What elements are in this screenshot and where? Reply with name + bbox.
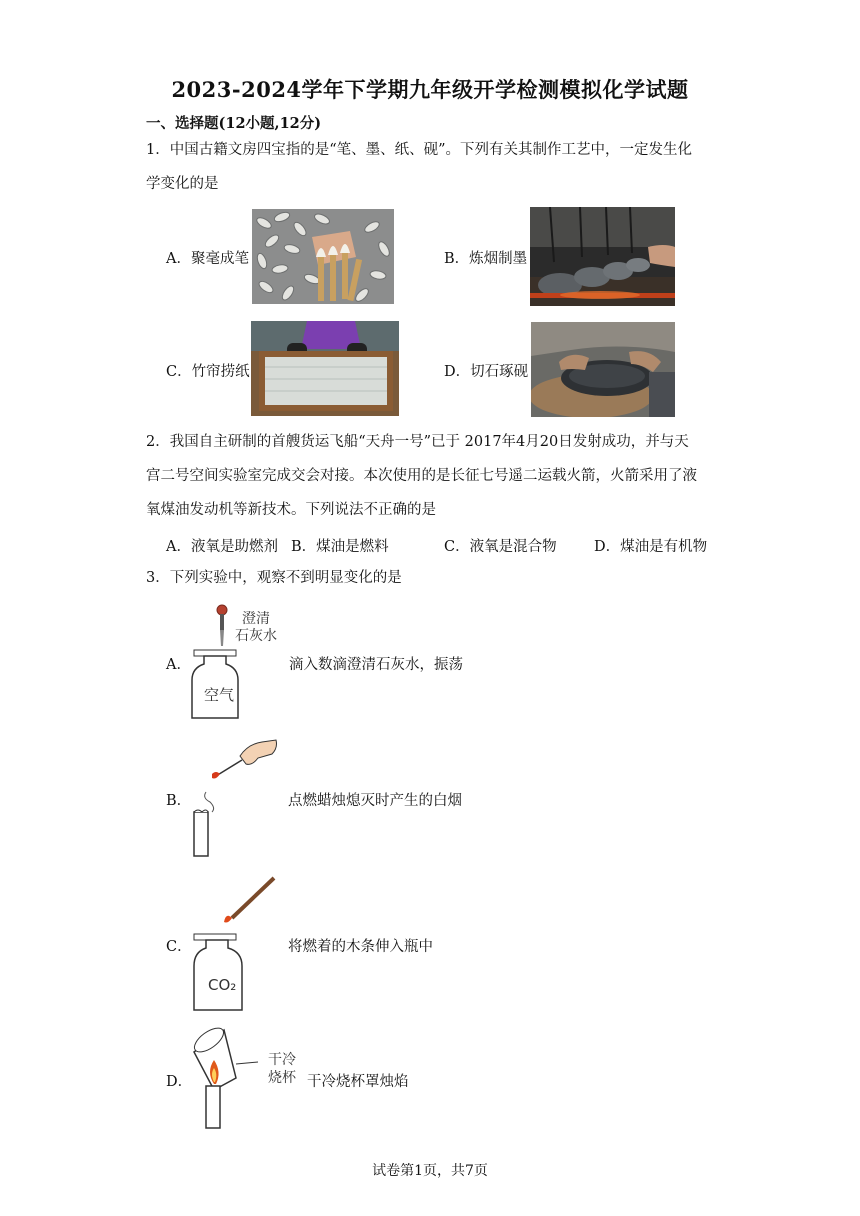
figure-label-dry-cold: 干冷 (268, 1052, 296, 1068)
q1-option-a[interactable]: A．聚毫成笔 (166, 251, 249, 267)
question-1-line-1: 1．中国古籍文房四宝指的是“笔、墨、纸、砚”。下列有关其制作工艺中，一定发生化 (146, 142, 693, 158)
exam-title: 2023-2024学年下学期九年级开学检测模拟化学试题 (171, 77, 689, 102)
question-2-stem (146, 425, 718, 527)
q1-option-d[interactable]: D．切石琢砚 (444, 364, 529, 380)
q3-option-a-text: 滴入数滴澄清石灰水，振荡 (289, 657, 463, 673)
q1-option-b[interactable]: B．炼烟制墨 (444, 251, 528, 267)
q3-option-a-label[interactable]: A． (166, 657, 191, 673)
q2-option-d[interactable]: D．煤油是有机物 (594, 539, 708, 555)
figure-label-air: 空气 (204, 686, 235, 704)
q2-option-a[interactable]: A．液氧是助燃剂 (166, 539, 278, 555)
figure-label-beaker: 烧杯 (268, 1070, 296, 1086)
figure-label-clear: 澄清 (242, 611, 270, 627)
inkstone-carving-photo (531, 322, 675, 417)
question-2-line-1: 2．我国自主研制的首艘货运飞船“天舟一号”已于 2017年4月20日发射成功，并与天 (146, 434, 689, 450)
co2-bottle-figure (192, 872, 287, 1014)
q3-option-b-text: 点燃蜡烛熄灭时产生的白烟 (288, 793, 462, 809)
page-footer: 试卷第1页，共7页 (372, 1163, 488, 1179)
q3-option-c-label[interactable]: C． (166, 939, 192, 955)
brush-making-photo (252, 209, 394, 304)
paper-making-photo (251, 321, 399, 416)
section-heading: 一、选择题(12小题,12分) (146, 115, 322, 132)
question-1-line-2: 学变化的是 (146, 176, 219, 192)
cold-beaker-figure (192, 1024, 304, 1132)
candle-smoke-figure (188, 738, 283, 860)
question-2-line-3: 氧煤油发动机等新技术。下列说法不正确的是 (146, 502, 436, 518)
q1-option-c[interactable]: C．竹帘捞纸 (166, 364, 250, 380)
question-1-stem (146, 133, 718, 201)
q3-option-c-text: 将燃着的木条伸入瓶中 (288, 939, 433, 955)
figure-label-limewater: 石灰水 (235, 628, 277, 644)
figure-label-co2: CO₂ (208, 976, 237, 994)
question-3-stem: 3．下列实验中，观察不到明显变化的是 (146, 570, 402, 586)
question-2-line-2: 宫二号空间实验室完成交会对接。本次使用的是长征七号遥二运载火箭，火箭采用了液 (146, 468, 697, 484)
ink-making-photo (530, 207, 675, 306)
q2-option-c[interactable]: C．液氧是混合物 (444, 539, 557, 555)
q3-option-d-label[interactable]: D． (166, 1074, 193, 1090)
limewater-bottle-figure (190, 602, 285, 722)
q2-option-b[interactable]: B．煤油是燃料 (291, 539, 389, 555)
q3-option-b-label[interactable]: B． (166, 793, 192, 809)
q3-option-d-text: 干冷烧杯罩烛焰 (307, 1074, 409, 1090)
